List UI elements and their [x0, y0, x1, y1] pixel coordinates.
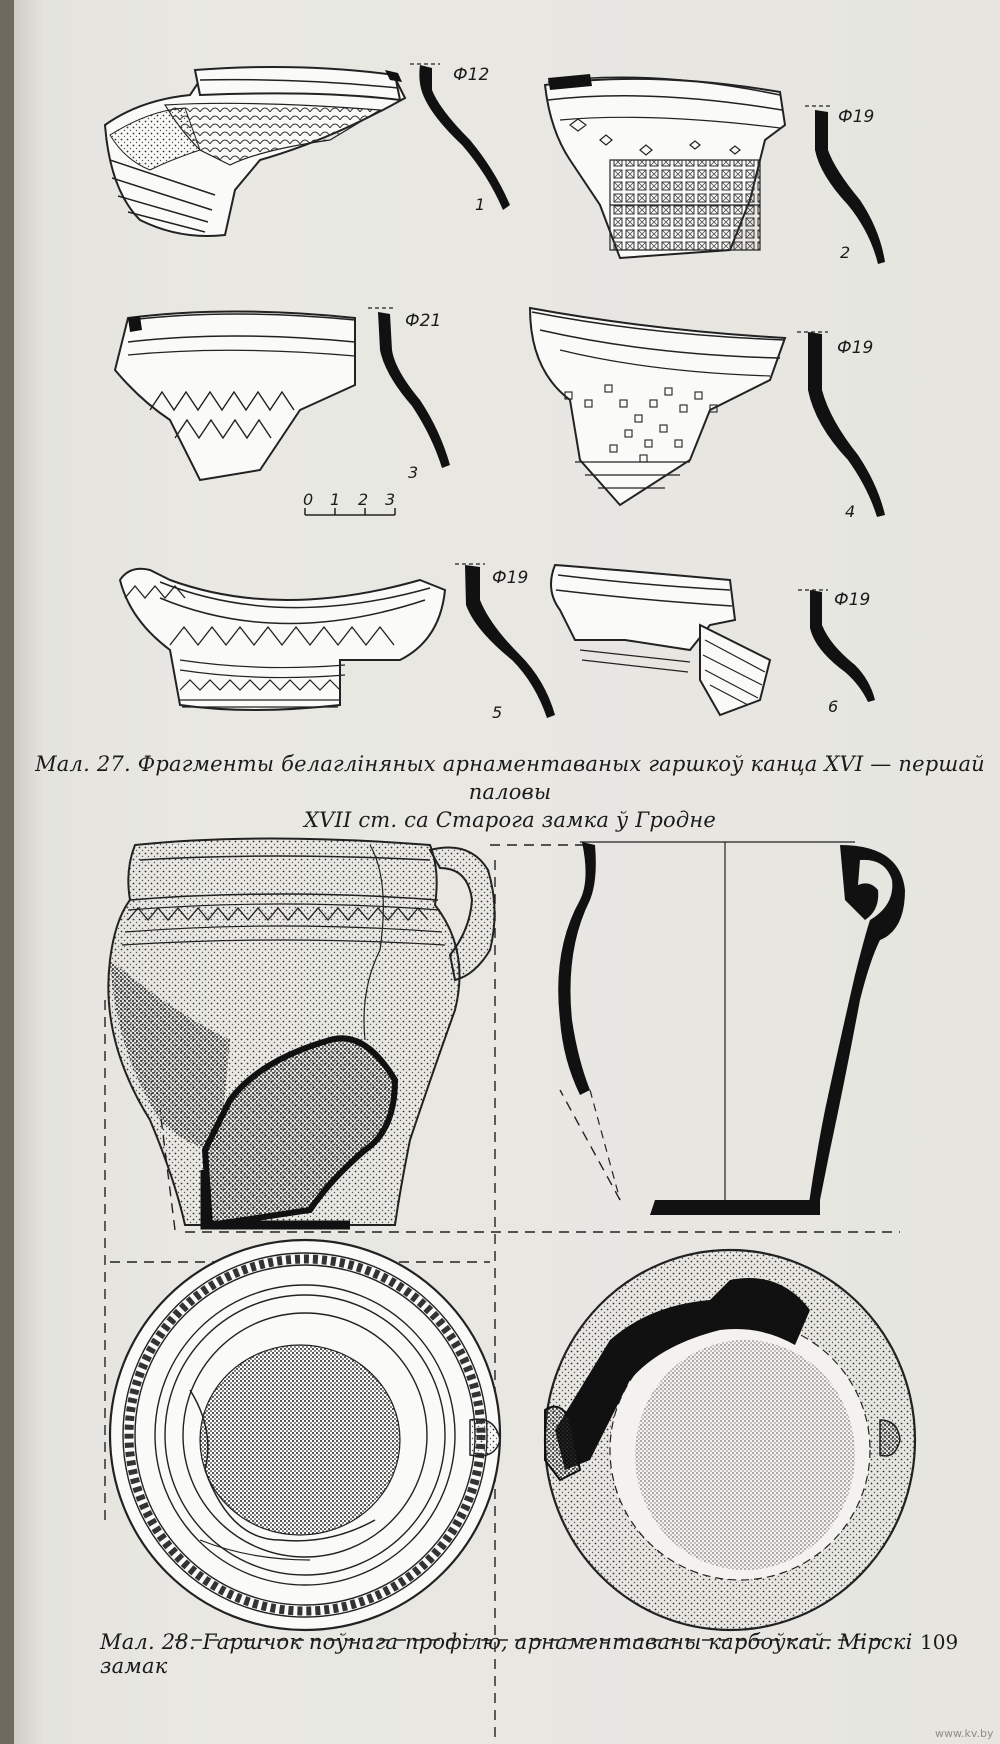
scale-tick-3: 3	[385, 490, 396, 509]
fragment-1-diameter: Ф12	[453, 65, 490, 85]
scale-tick-2: 2	[358, 490, 369, 509]
fragment-3-diameter: Ф21	[405, 311, 442, 331]
fragment-2-drawing	[545, 74, 785, 258]
fragment-6-drawing	[551, 565, 770, 715]
fragment-1-drawing	[105, 67, 405, 236]
scale-bar	[303, 490, 395, 515]
fragment-2-profile	[805, 106, 885, 264]
fragment-2-diameter: Ф19	[838, 107, 875, 127]
figure-28-caption: Мал. 28. Гаршчок поўнага профілю, арнаментаваны карбоўкай. Мірскі замак	[100, 1630, 913, 1678]
page-number: 109	[920, 1630, 959, 1654]
scale-tick-0: 0	[303, 490, 314, 509]
fragment-1-number: 1	[475, 195, 486, 214]
fragment-4-profile	[797, 332, 885, 517]
fragment-5-diameter: Ф19	[492, 568, 529, 588]
fragment-1-profile	[410, 64, 510, 210]
pot-exterior-drawing	[108, 839, 494, 1226]
fragment-4-number: 4	[845, 502, 856, 521]
figure-27-caption-line2: XVII ст. са Старога замка ў Гродне	[303, 808, 717, 832]
fragment-4-drawing	[530, 308, 785, 505]
pot-section-drawing	[558, 842, 905, 1215]
fragment-3-drawing	[115, 312, 355, 481]
fragment-3-number: 3	[408, 463, 419, 482]
pot-top-view	[110, 1240, 500, 1630]
fragment-3-profile	[368, 308, 450, 468]
fragment-6-diameter: Ф19	[834, 590, 871, 610]
fragment-5-number: 5	[492, 703, 503, 722]
figure-27-caption-line1: Мал. 27. Фрагменты белагліняных арнаментаваных гаршкоў канца XVI — першай паловы	[35, 752, 985, 804]
scale-tick-1: 1	[330, 490, 341, 509]
fragment-6-number: 6	[828, 697, 839, 716]
fragment-5-drawing	[120, 569, 445, 710]
pot-bottom-view	[545, 1250, 915, 1630]
fragment-4-diameter: Ф19	[837, 338, 874, 358]
fragment-2-number: 2	[840, 243, 851, 262]
watermark: www.kv.by	[935, 1727, 994, 1740]
figure-27-caption	[30, 750, 990, 834]
